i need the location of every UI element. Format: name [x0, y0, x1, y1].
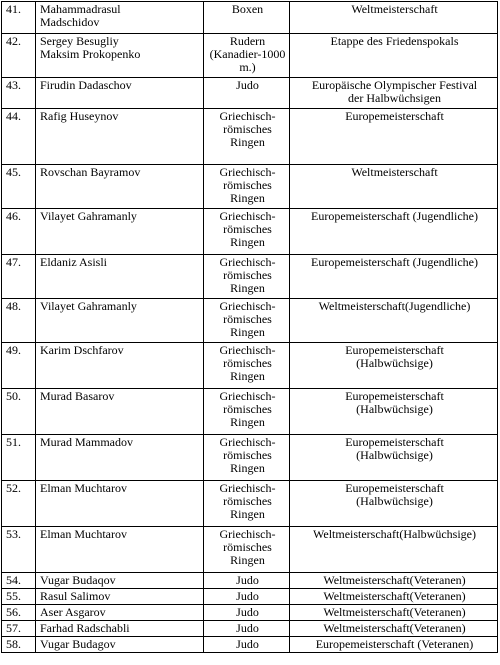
- athlete-name-cell: Vilayet Gahramanly: [36, 299, 204, 343]
- sport-cell: Griechisch- römisches Ringen: [204, 209, 290, 255]
- event-cell: Weltmeisterschaft: [290, 165, 498, 209]
- event-cell: Weltmeisterschaft(Veteranen): [290, 573, 498, 589]
- row-number-cell: 55.: [2, 589, 36, 605]
- row-number-cell: 54.: [2, 573, 36, 589]
- athlete-name-cell: Eldaniz Asisli: [36, 255, 204, 299]
- table-row: [2, 2, 498, 34]
- athlete-name-cell: Rasul Salimov: [36, 589, 204, 605]
- sport-cell: Griechisch- römisches Ringen: [204, 299, 290, 343]
- row-number-cell: 57.: [2, 621, 36, 637]
- athlete-name-cell: Firudin Dadaschov: [36, 78, 204, 109]
- sport-cell: Judo: [204, 589, 290, 605]
- athlete-name-cell: Vugar Budagov: [36, 637, 204, 653]
- athlete-name-cell: Elman Muchtarov: [36, 527, 204, 573]
- sport-cell: Griechisch- römisches Ringen: [204, 481, 290, 527]
- table-row: [2, 299, 498, 343]
- row-number-cell: 46.: [2, 209, 36, 255]
- event-cell: Weltmeisterschaft(Jugendliche): [290, 299, 498, 343]
- row-number-cell: 53.: [2, 527, 36, 573]
- event-cell: Weltmeisterschaft(Veteranen): [290, 621, 498, 637]
- row-number-cell: 41.: [2, 2, 36, 34]
- athlete-name-cell: Aser Asgarov: [36, 605, 204, 621]
- table-row: [2, 165, 498, 209]
- row-number-cell: 48.: [2, 299, 36, 343]
- row-number-cell: 52.: [2, 481, 36, 527]
- sport-cell: Griechisch- römisches Ringen: [204, 165, 290, 209]
- event-cell: Etappe des Friedenspokals: [290, 34, 498, 78]
- table-row: [2, 621, 498, 637]
- row-number-cell: 51.: [2, 435, 36, 481]
- row-number-cell: 47.: [2, 255, 36, 299]
- athlete-name-cell: Murad Basarov: [36, 389, 204, 435]
- sport-cell: Griechisch- römisches Ringen: [204, 389, 290, 435]
- athlete-name-cell: Sergey Besugliy Maksim Prokopenko: [36, 34, 204, 78]
- athlete-name-cell: Karim Dschfarov: [36, 343, 204, 389]
- row-number-cell: 43.: [2, 78, 36, 109]
- event-cell: Europemeisterschaft (Halbwüchsige): [290, 481, 498, 527]
- sport-cell: Judo: [204, 573, 290, 589]
- athlete-name-cell: Elman Muchtarov: [36, 481, 204, 527]
- row-number-cell: 58.: [2, 637, 36, 653]
- sport-cell: Judo: [204, 605, 290, 621]
- sport-cell: Rudern (Kanadier-1000 m.): [204, 34, 290, 78]
- event-cell: Europemeisterschaft (Halbwüchsige): [290, 343, 498, 389]
- table-row: [2, 435, 498, 481]
- athlete-name-cell: Vugar Budaqov: [36, 573, 204, 589]
- event-cell: Weltmeisterschaft(Veteranen): [290, 605, 498, 621]
- event-cell: Europemeisterschaft (Halbwüchsige): [290, 389, 498, 435]
- row-number-cell: 49.: [2, 343, 36, 389]
- athlete-name-cell: Farhad Radschabli: [36, 621, 204, 637]
- table-row: [2, 637, 498, 653]
- table-row: [2, 343, 498, 389]
- row-number-cell: 50.: [2, 389, 36, 435]
- table-row: [2, 389, 498, 435]
- athlete-name-cell: Rovschan Bayramov: [36, 165, 204, 209]
- results-table: [1, 1, 498, 653]
- event-cell: Europemeisterschaft (Jugendliche): [290, 209, 498, 255]
- sport-cell: Griechisch- römisches Ringen: [204, 109, 290, 165]
- sport-cell: Judo: [204, 78, 290, 109]
- athlete-name-cell: Rafig Huseynov: [36, 109, 204, 165]
- athlete-name-cell: Murad Mammadov: [36, 435, 204, 481]
- sport-cell: Griechisch- römisches Ringen: [204, 435, 290, 481]
- table-row: [2, 573, 498, 589]
- table-row: [2, 589, 498, 605]
- athlete-name-cell: Mahammadrasul Madschidov: [36, 2, 204, 34]
- row-number-cell: 56.: [2, 605, 36, 621]
- event-cell: Weltmeisterschaft: [290, 2, 498, 34]
- table-row: [2, 109, 498, 165]
- table-row: [2, 209, 498, 255]
- event-cell: Europemeisterschaft (Jugendliche): [290, 255, 498, 299]
- athlete-name-cell: Vilayet Gahramanly: [36, 209, 204, 255]
- sport-cell: Judo: [204, 637, 290, 653]
- event-cell: Europemeisterschaft (Veteranen): [290, 637, 498, 653]
- event-cell: Europemeisterschaft (Halbwüchsige): [290, 435, 498, 481]
- sport-cell: Judo: [204, 621, 290, 637]
- event-cell: Europemeisterschaft: [290, 109, 498, 165]
- event-cell: Weltmeisterschaft(Veteranen): [290, 589, 498, 605]
- sport-cell: Griechisch- römisches Ringen: [204, 343, 290, 389]
- sport-cell: Boxen: [204, 2, 290, 34]
- table-row: [2, 481, 498, 527]
- sport-cell: Griechisch- römisches Ringen: [204, 527, 290, 573]
- event-cell: Weltmeisterschaft(Halbwüchsige): [290, 527, 498, 573]
- table-row: [2, 255, 498, 299]
- table-row: [2, 34, 498, 78]
- table-row: [2, 605, 498, 621]
- row-number-cell: 44.: [2, 109, 36, 165]
- table-row: [2, 527, 498, 573]
- sport-cell: Griechisch- römisches Ringen: [204, 255, 290, 299]
- row-number-cell: 42.: [2, 34, 36, 78]
- table-row: [2, 78, 498, 109]
- row-number-cell: 45.: [2, 165, 36, 209]
- event-cell: Europäische Olympischer Festival der Halbwüchsigen: [290, 78, 498, 109]
